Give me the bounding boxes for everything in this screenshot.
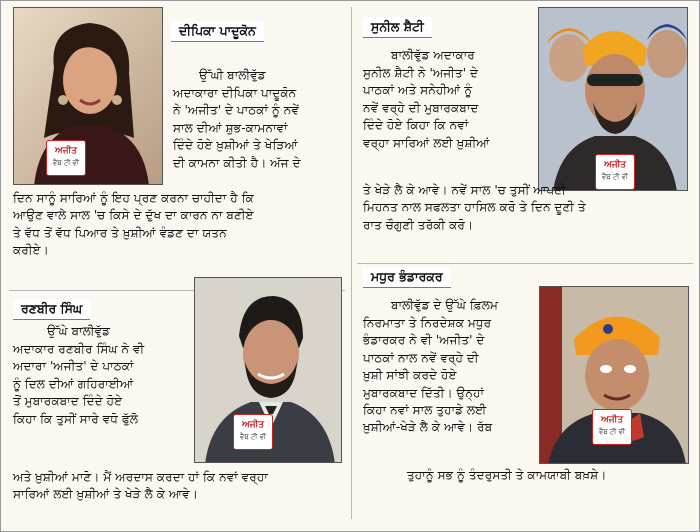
suniel-article-body: ਸੁਨੀਲ ਸ਼ੈਟੀ ਨੇ 'ਅਜੀਤ' ਦੇ ਪਾਠਕਾਂ ਅਤੇ ਸਨੇਹੀਆਂ ਨੂੰ ਨਵੇਂ ਵਰ੍ਹੇ ਦੀ ਮੁਬਾਰਕਬਾਦ ਦਿੰਦੇ ਹੋਏ ਕਿਹਾ ਕਿ ਨਵਾਂ ਵਰ੍ਹਾ ਸਾਰਿਆਂ ਲਈ ਖ਼ੁਸ਼ੀਆਂ	[363, 66, 490, 150]
deepika-name-heading: ਦੀਪਿਕਾ ਪਾਦੂਕੋਨ	[171, 21, 264, 42]
suniel-photo	[538, 7, 688, 191]
ranbir-article-wide: ਅਤੇ ਖ਼ੁਸ਼ੀਆਂ ਮਾਣੋ। ਮੈਂ ਅਰਦਾਸ ਕਰਦਾ ਹਾਂ ਕਿ ਨਵਾਂ ਵਰ੍ਹਾ ਸਾਰਿਆਂ ਲਈ ਖ਼ੁਸ਼ੀਆਂ ਤੇ ਖੇੜੇ ਲੈ ਕੇ ਆਵੇ।	[13, 470, 268, 502]
madhur-article-body: ਨਿਰਮਾਤਾ ਤੇ ਨਿਰਦੇਸ਼ਕ ਮਧੁਰ ਭੰਡਾਰਕਰ ਨੇ ਵੀ 'ਅਜੀਤ' ਦੇ ਪਾਠਕਾਂ ਨਾਲ ਨਵੇਂ ਵਰ੍ਹੇ ਦੀ ਖ਼ੁਸ਼ੀ ਸਾਂਝੀ ਕਰਦੇ ਹੋਏ ਮੁਬਾਰਕਬਾਦ ਦਿੱਤੀ। ਉਨ੍ਹਾਂ ਕਿਹਾ ਨਵਾਂ ਸਾਲ ਤੁਹਾਡੇ ਲਈ ਖ਼ੁਸ਼ੀਆਂ-ਖੇੜੇ ਲੈ ਕੇ ਆਵੇ। ਰੱਬ	[363, 316, 493, 435]
deepika-article-wide: ਦਿਨ ਸਾਨੂੰ ਸਾਰਿਆਂ ਨੂੰ ਇਹ ਪ੍ਰਣ ਕਰਨਾ ਚਾਹੀਦਾ ਹੈ ਕਿ ਆਉਣ ਵਾਲੇ ਸਾਲ 'ਚ ਕਿਸੇ ਦੇ ਦੁੱਖ ਦਾ ਕਾਰਨ ਨਾ ਬਣੀਏ ਤੇ ਵੱਧ ਤੋਂ ਵੱਧ ਪਿਆਰ ਤੇ ਖ਼ੁਸ਼ੀਆਂ ਵੰਡਣ ਦਾ ਯਤਨ ਕਰੀਏ।	[13, 191, 254, 258]
madhur-article-wide: ਤੁਹਾਨੂੰ ਸਭ ਨੂੰ ਤੰਦਰੁਸਤੀ ਤੇ ਕਾਮਯਾਬੀ ਬਖ਼ਸ਼ੇ।	[407, 468, 607, 482]
ranbir-photo	[194, 277, 342, 463]
deepika-article-text: ਉੱਘੀ ਬਾਲੀਵੁੱਡ	[199, 68, 266, 82]
column-divider	[351, 7, 352, 519]
section-divider-right	[357, 263, 693, 264]
deepika-article-body: ਅਦਾਕਾਰਾ ਦੀਪਿਕਾ ਪਾਦੂਕੋਨ ਨੇ 'ਅਜੀਤ' ਦੇ ਪਾਠਕਾਂ ਨੂੰ ਨਵੇਂ ਸਾਲ ਦੀਆਂ ਸ਼ੁਭ-ਕਾਮਨਾਵਾਂ ਦਿੰਦੇ ਹੋਏ ਖ਼ੁਸ਼ੀਆਂ ਤੇ ਖੇੜਿਆਂ ਦੀ ਕਾਮਨਾ ਕੀਤੀ ਹੈ। ਅੱਜ ਦੇ	[173, 86, 301, 170]
ajit-mic-logo: ਅਜੀਤ ਵੈਬ ਟੀ ਵੀ	[46, 140, 86, 176]
deepika-photo	[13, 7, 163, 185]
ranbir-article-body: ਅਦਾਕਾਰ ਰਣਬੀਰ ਸਿੰਘ ਨੇ ਵੀ ਅਦਾਰਾ 'ਅਜੀਤ' ਦੇ ਪਾਠਕਾਂ ਨੂੰ ਦਿਲ ਦੀਆਂ ਗਹਿਰਾਈਆਂ ਤੋਂ ਮੁਬਾਰਕਬਾਦ ਦਿੰਦੇ ਹੋਏ ਕਿਹਾ ਕਿ ਤੁਸੀਂ ਸਾਰੇ ਵਧੋ ਫੁੱਲੋ	[13, 342, 145, 426]
madhur-article-text: ਬਾਲੀਵੁੱਡ ਦੇ ਉੱਘੇ ਫ਼ਿਲਮ	[391, 298, 499, 312]
madhur-name-heading: ਮਧੁਰ ਭੰਡਾਰਕਰ	[363, 267, 451, 288]
ajit-mic-logo: ਅਜੀਤ ਵੈਬ ਟੀ ਵੀ	[595, 154, 635, 190]
ajit-mic-logo: ਅਜੀਤ ਵੈਬ ਟੀ ਵੀ	[233, 414, 273, 450]
suniel-name-heading: ਸੁਨੀਲ ਸ਼ੈਟੀ	[363, 17, 432, 38]
ajit-mic-logo: ਅਜੀਤ ਵੈਬ ਟੀ ਵੀ	[592, 409, 632, 445]
suniel-article-text: ਬਾਲੀਵੁੱਡ ਅਦਾਕਾਰ	[391, 48, 475, 62]
suniel-article-wide: ਤੇ ਖੇੜੇ ਲੈ ਕੇ ਆਵੇ। ਨਵੇਂ ਸਾਲ 'ਚ ਤੁਸੀਂ ਆਪਣੀ ਮਿਹਨਤ ਨਾਲ ਸਫਲਤਾ ਹਾਸਿਲ ਕਰੋ ਤੇ ਦਿਨ ਦੂਣੀ ਤੇ ਰਾਤ ਚੌਗੁਣੀ ਤਰੱਕੀ ਕਰੋ।	[363, 183, 586, 232]
ranbir-article-text: ਉੱਘੇ ਬਾਲੀਵੁੱਡ	[47, 324, 111, 338]
ranbir-name-heading: ਰਣਬੀਰ ਸਿੰਘ	[13, 299, 90, 320]
madhur-photo	[539, 286, 689, 464]
